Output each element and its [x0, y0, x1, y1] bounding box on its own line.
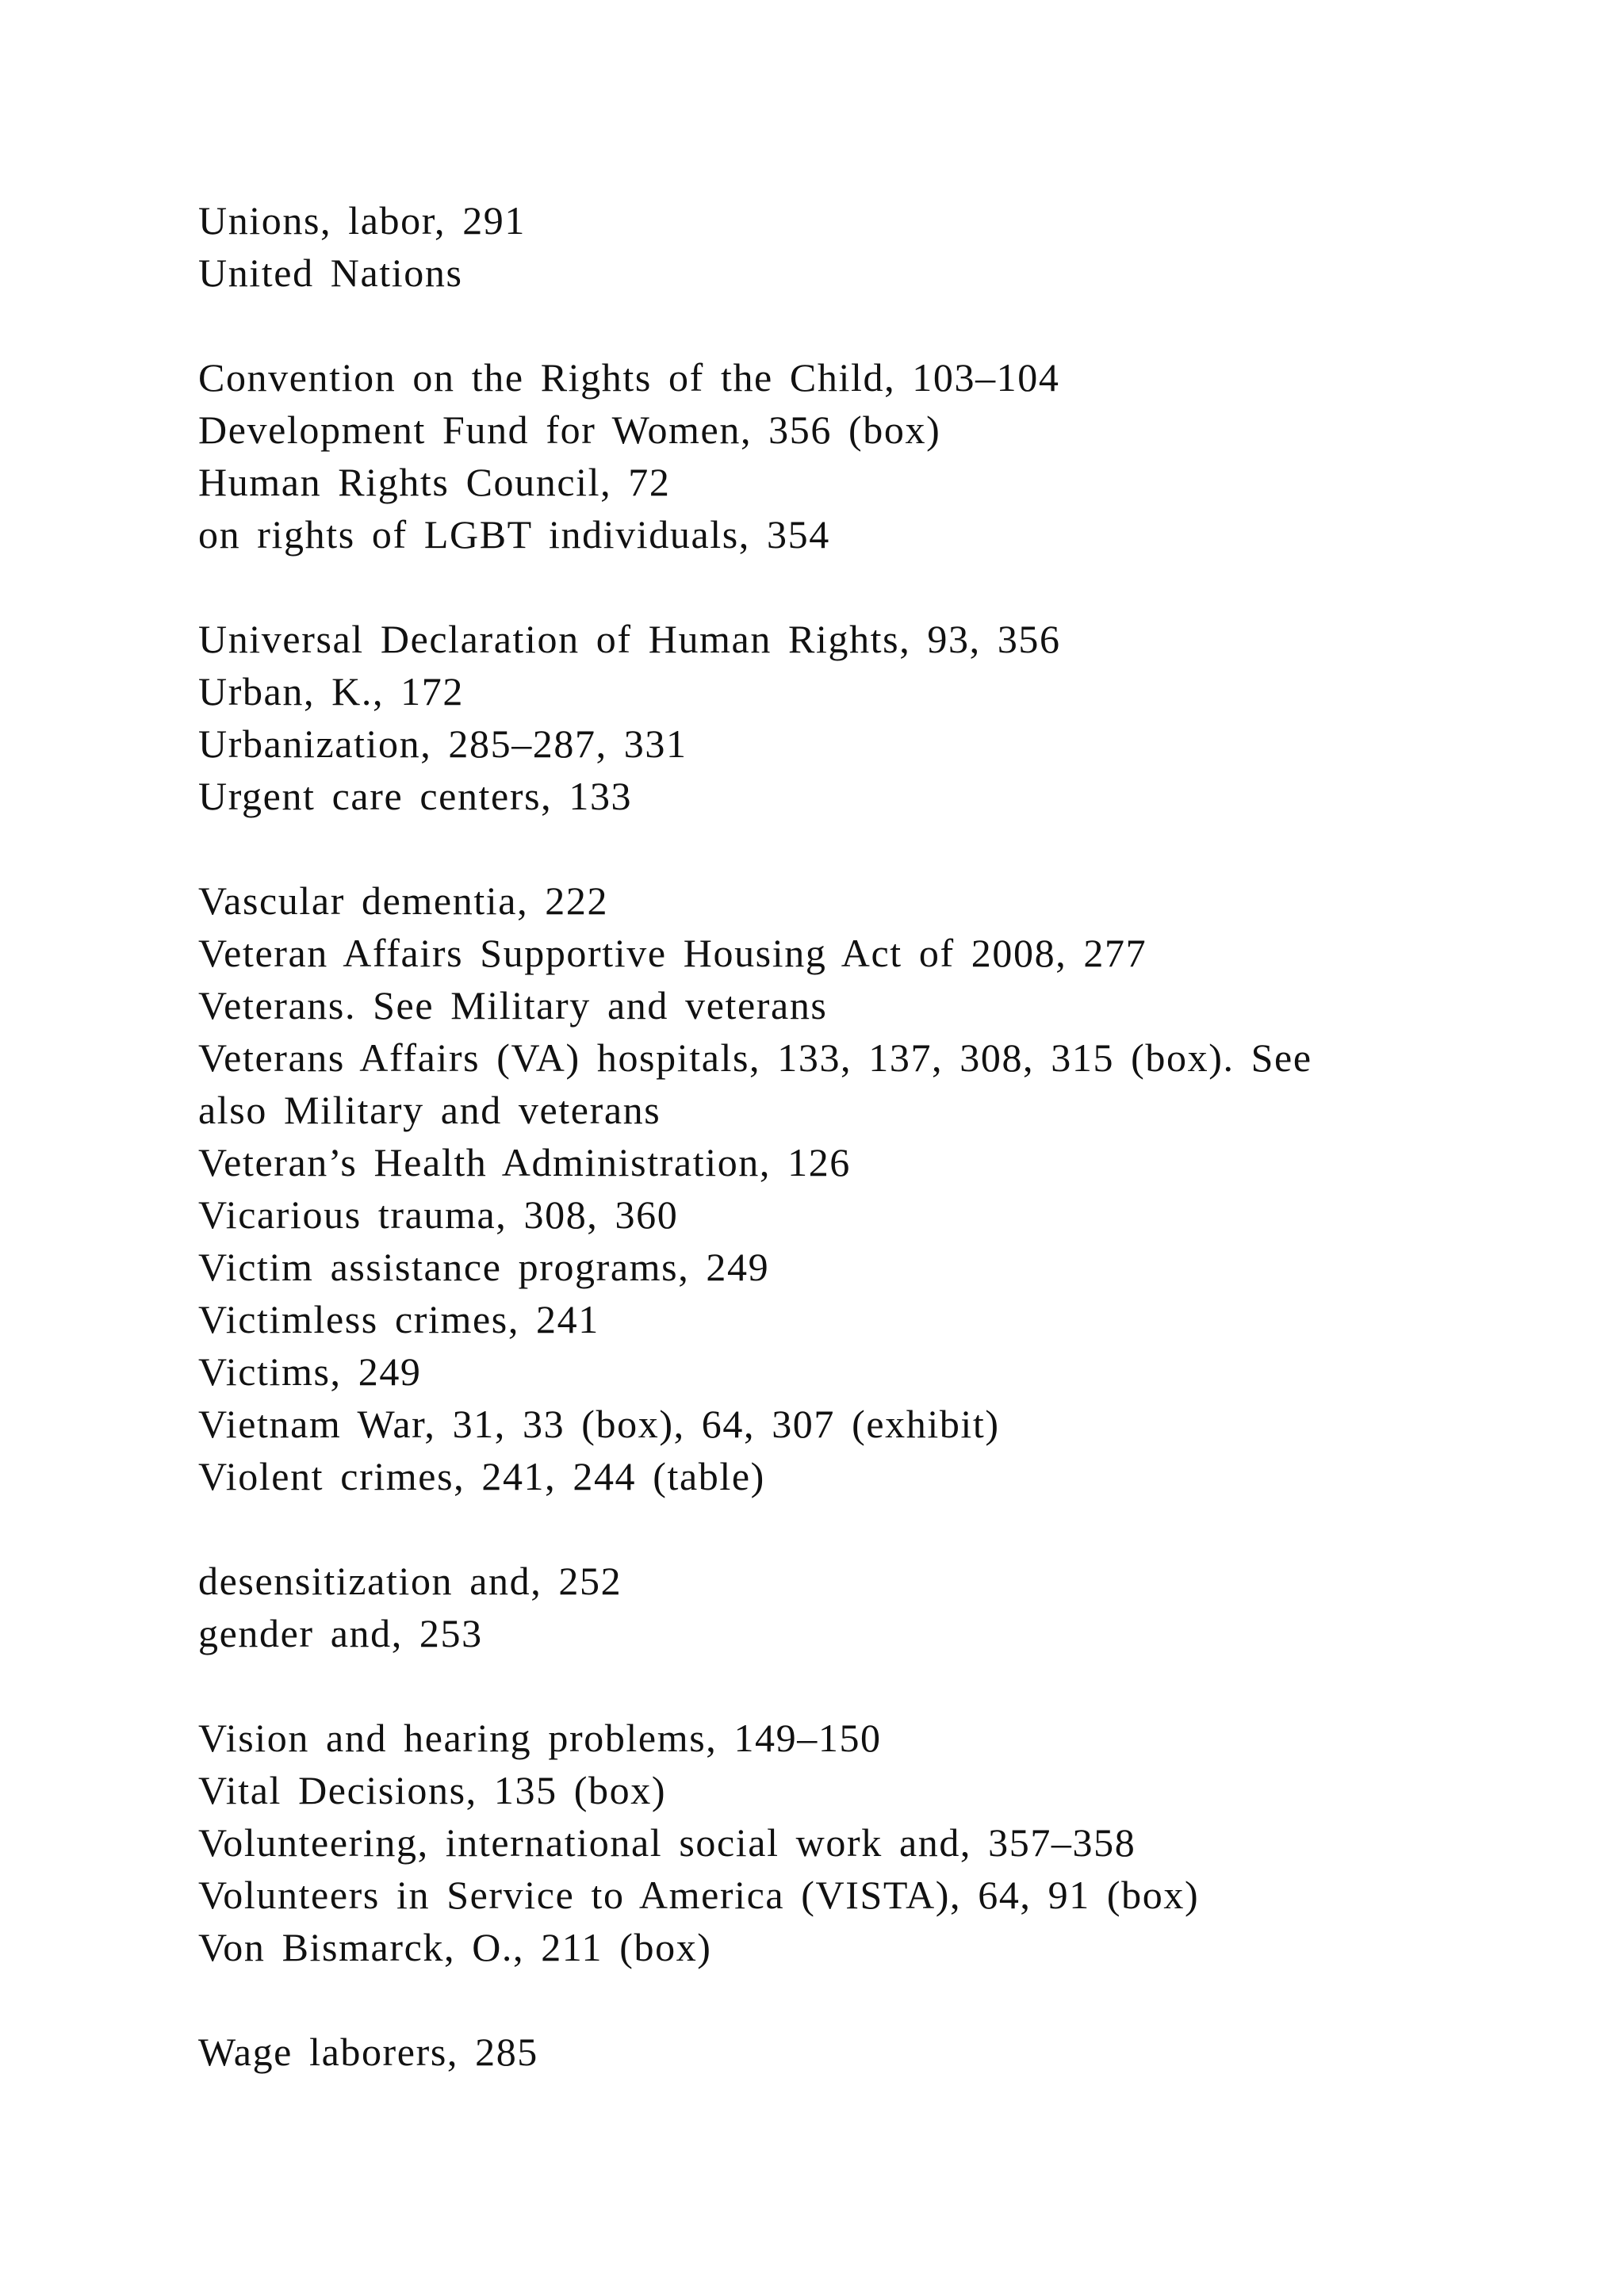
index-subentry: Human Rights Council, 72 — [198, 460, 671, 504]
index-subentry: Development Fund for Women, 356 (box) — [198, 408, 941, 452]
index-entry: Urbanization, 285–287, 331 — [198, 721, 688, 766]
index-entry: Urban, K., 172 — [198, 669, 464, 714]
index-subentry: Convention on the Rights of the Child, 103–104 — [198, 355, 1060, 400]
index-entry: Veterans Affairs (VA) hospitals, 133, 137, 308, 315 (box). See — [198, 1035, 1312, 1080]
index-entry: Urgent care centers, 133 — [198, 774, 633, 818]
index-subentry: desensitization and, 252 — [198, 1559, 622, 1603]
index-entry: Vascular dementia, 222 — [198, 878, 609, 923]
index-entry: Veterans. See Military and veterans — [198, 983, 828, 1027]
blank-line — [198, 561, 1546, 613]
index-entry: Veteran’s Health Administration, 126 — [198, 1140, 851, 1184]
index-entry: Violent crimes, 241, 244 (table) — [198, 1454, 765, 1498]
index-entry: Wage laborers, 285 — [198, 2030, 538, 2074]
blank-line — [198, 822, 1546, 874]
index-entry: Vision and hearing problems, 149–150 — [198, 1716, 882, 1760]
index-entry: Unions, labor, 291 — [198, 198, 526, 243]
index-entry: Volunteers in Service to America (VISTA), 64, 91 (box) — [198, 1873, 1200, 1917]
index-entry: Vicarious trauma, 308, 360 — [198, 1192, 679, 1237]
index-subentry: on rights of LGBT individuals, 354 — [198, 512, 830, 557]
index-entry: Vietnam War, 31, 33 (box), 64, 307 (exhibit) — [198, 1402, 1000, 1446]
index-list — [198, 194, 1546, 2078]
index-entry: Vital Decisions, 135 (box) — [198, 1768, 667, 1812]
index-entry: Von Bismarck, O., 211 (box) — [198, 1925, 712, 1969]
blank-line — [198, 1502, 1546, 1555]
index-entry: United Nations — [198, 251, 463, 295]
index-entry: Universal Declaration of Human Rights, 93, 356 — [198, 617, 1061, 661]
index-entry: Victim assistance programs, 249 — [198, 1245, 770, 1289]
index-entry-continuation: also Military and veterans — [198, 1088, 661, 1132]
index-entry: Volunteering, international social work and, 357–358 — [198, 1820, 1136, 1865]
index-entry: Veteran Affairs Supportive Housing Act of 2008, 277 — [198, 931, 1147, 975]
blank-line — [198, 1973, 1546, 2026]
index-entry: Victims, 249 — [198, 1349, 422, 1394]
index-subentry: gender and, 253 — [198, 1611, 483, 1655]
blank-line — [198, 299, 1546, 351]
blank-line — [198, 1659, 1546, 1712]
index-entry: Victimless crimes, 241 — [198, 1297, 599, 1341]
